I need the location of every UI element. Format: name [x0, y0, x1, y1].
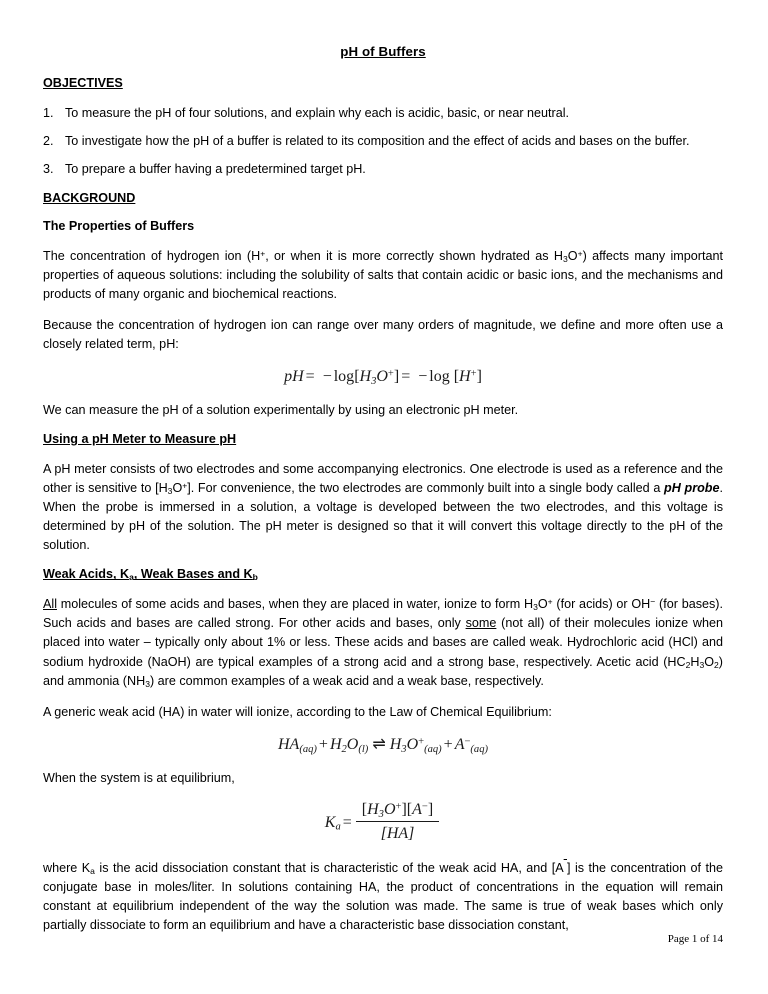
heading-text-run: , Weak Bases and K	[133, 567, 253, 582]
eq-bracket-open: [	[354, 368, 360, 386]
eq-negative-2: −	[418, 368, 428, 386]
eq-bracket: ][	[401, 800, 413, 818]
text-run: H	[690, 654, 700, 669]
eq-bracket-close-2: ]	[476, 368, 482, 386]
eq-bracket: ]	[427, 800, 434, 818]
eq-negative: −	[322, 368, 332, 386]
heading-text-run: Weak Acids, K	[43, 567, 130, 582]
subscript: 3	[699, 659, 705, 670]
text-run: O	[537, 597, 548, 612]
eq-h2o-o: O	[346, 736, 359, 754]
emphasis-ph-probe: pH probe	[664, 480, 720, 495]
eq-bracket-close: ]	[393, 368, 400, 386]
list-item: To investigate how the pH of a buffer is related to its composition and the effect of acids and bases on the buffer.	[65, 133, 690, 148]
text-run: , or when it is more correctly shown hydrated as H	[265, 248, 564, 263]
subscript: a	[90, 865, 95, 876]
eq-subscript: 3	[378, 808, 384, 820]
text-run: molecules of some acids and bases, when they are placed in water, ionize to form H	[57, 597, 534, 612]
text-run: O	[567, 248, 578, 263]
eq-charge: +	[387, 368, 394, 380]
subscript: a	[129, 572, 134, 583]
subsection-heading-properties-of-buffers: The Properties of Buffers	[43, 218, 195, 233]
text-run: A pH meter consists of two electrodes and some accompanying electronics. One electrode is used as a reference and the other is sensitive to [H	[43, 461, 723, 495]
charge-superscript: +	[182, 480, 188, 491]
text-run: The concentration of hydrogen ion (H	[43, 248, 261, 263]
objectives-list	[43, 104, 723, 179]
underlined-all: All	[43, 597, 57, 612]
paragraph-orders-of-magnitude: Because the concentration of hydrogen ion can range over many orders of magnitude, we define and more often use a closely related term, pH:	[43, 318, 723, 352]
equation-ionization	[43, 734, 723, 756]
charge-superscript: −	[650, 596, 656, 607]
section-heading-background: BACKGROUND	[43, 191, 136, 206]
fraction	[356, 799, 439, 845]
eq-h-2: H	[459, 368, 471, 386]
eq-anion: A	[412, 800, 422, 818]
eq-charge-2: +	[470, 368, 477, 380]
list-item: To prepare a buffer having a predetermined target pH.	[65, 161, 366, 176]
eq-charge-plus: +	[418, 736, 425, 748]
eq-h: H	[359, 368, 372, 386]
text-run: O	[172, 480, 183, 495]
subscript: b	[252, 572, 258, 583]
eq-state-aq: (aq)	[424, 743, 442, 755]
eq-o: O	[376, 368, 388, 386]
section-heading-objectives: OBJECTIVES	[43, 75, 123, 90]
subsection-heading-weak-acids	[43, 567, 723, 583]
paragraph-generic-weak-acid: A generic weak acid (HA) in water will ionize, according to the Law of Chemical Equilibrium:	[43, 704, 552, 719]
paragraph-ka-explanation	[43, 859, 723, 936]
eq-equilibrium-arrow: ⇌	[372, 736, 386, 754]
eq-log: log	[333, 368, 355, 386]
eq-h3o-o: O	[406, 736, 419, 754]
eq-h: H	[367, 800, 379, 818]
eq-state-aq: (aq)	[299, 743, 317, 755]
eq-equals: =	[342, 813, 352, 831]
eq-plus: +	[318, 736, 328, 754]
text-run: . When the probe is immersed in a solution, a voltage is developed between the two electrodes, and this voltage is determined by pH of the solution. The pH meter is designed so that it will convert this voltage directly to the pH of the solution.	[43, 480, 724, 553]
text-run: O	[704, 654, 715, 669]
text-run: (not all) of their molecules ionize when placed into water – typically only about 1% or less. These acids and bases are called weak. Hydrochloric acid (HCl) and sodium hydroxide (NaOH) are typical examples of a strong acid and a strong base, respectively. Acetic acid (HC	[43, 616, 723, 669]
eq-equals: =	[305, 368, 315, 386]
paragraph-at-equilibrium: When the system is at equilibrium,	[43, 770, 235, 785]
equation-ph-definition	[43, 366, 723, 388]
text-run: (for bases). Such acids and bases are called strong. For other acids and bases, only	[43, 597, 724, 631]
subscript: 3	[145, 678, 150, 689]
list-item: To measure the pH of four solutions, and explain why each is acidic, basic, or near neutral.	[65, 105, 570, 120]
subscript: 3	[167, 485, 173, 496]
eq-lhs: pH	[284, 368, 304, 386]
text-run: ) affects many important properties of aqueous solutions: including the solubility of salts that contain acidic or basic ions, and the mechanisms and products of many organic and biochemical reactions.	[43, 248, 723, 301]
fraction-denominator: [HA]	[380, 825, 415, 843]
eq-state-l: (l)	[358, 743, 369, 755]
text-run: ) are common examples of a weak acid and a weak base, respectively.	[149, 673, 544, 688]
eq-h3o-h: H	[389, 736, 402, 754]
eq-ha: HA	[278, 736, 300, 754]
eq-subscript: 3	[401, 743, 407, 755]
fraction-numerator	[356, 799, 439, 823]
equation-ka-expression	[43, 800, 723, 846]
eq-subscript: 3	[371, 376, 377, 388]
text-run: is the acid dissociation constant that is characteristic of the weak acid HA, and [A	[94, 860, 564, 875]
text-run: where K	[43, 860, 91, 875]
text-run: ) and ammonia (NH	[43, 654, 723, 688]
eq-bracket: [	[361, 800, 368, 818]
eq-equals-2: =	[401, 368, 411, 386]
eq-plus-2: +	[443, 736, 453, 754]
eq-o: O	[383, 800, 396, 818]
subscript: 3	[563, 253, 568, 264]
paragraph-hydrogen-ion-concentration	[43, 247, 723, 304]
subsection-heading-using-ph-meter: Using a pH Meter to Measure pH	[43, 432, 237, 447]
page-footer: Page 1 of 14	[667, 933, 723, 945]
page-title: pH of Buffers	[340, 44, 426, 59]
eq-charge-minus: −	[464, 736, 471, 748]
text-run: (for acids) or OH	[552, 597, 651, 612]
paragraph-measure-ph: We can measure the pH of a solution experimentally by using an electronic pH meter.	[43, 402, 519, 417]
text-run: ] is the concentration of the conjugate base in moles/liter. In solutions containing HA, the product of concentrations in the equation will remain constant at equilibrium independent of the way the solution was made. The same is true of weak bases which only partially dissociate to form an equilibrium and have a characteristic base dissociation constant,	[43, 860, 724, 933]
eq-ka: K	[324, 813, 336, 831]
charge-superscript: +	[547, 596, 553, 607]
subscript: 2	[685, 659, 691, 670]
eq-log-2: log	[429, 368, 450, 386]
eq-subscript: 2	[341, 743, 347, 755]
subscript: 2	[714, 659, 719, 670]
charge-superscript: +	[260, 247, 266, 258]
charge-superscript: +	[577, 247, 583, 258]
eq-bracket-open-2: [	[453, 368, 460, 386]
text-run: ]. For convenience, the two electrodes are commonly built into a single body called a	[187, 480, 665, 495]
eq-h2o-h: H	[329, 736, 342, 754]
eq-charge-minus: −	[421, 801, 428, 813]
underlined-some: some	[465, 616, 497, 631]
eq-state-aq: (aq)	[470, 743, 488, 755]
eq-charge: +	[395, 801, 402, 813]
paragraph-strong-weak-acids	[43, 595, 723, 691]
eq-subscript: a	[335, 821, 341, 833]
paragraph-ph-meter-description	[43, 460, 723, 556]
eq-anion: A	[454, 736, 465, 754]
subscript: 3	[533, 602, 538, 613]
